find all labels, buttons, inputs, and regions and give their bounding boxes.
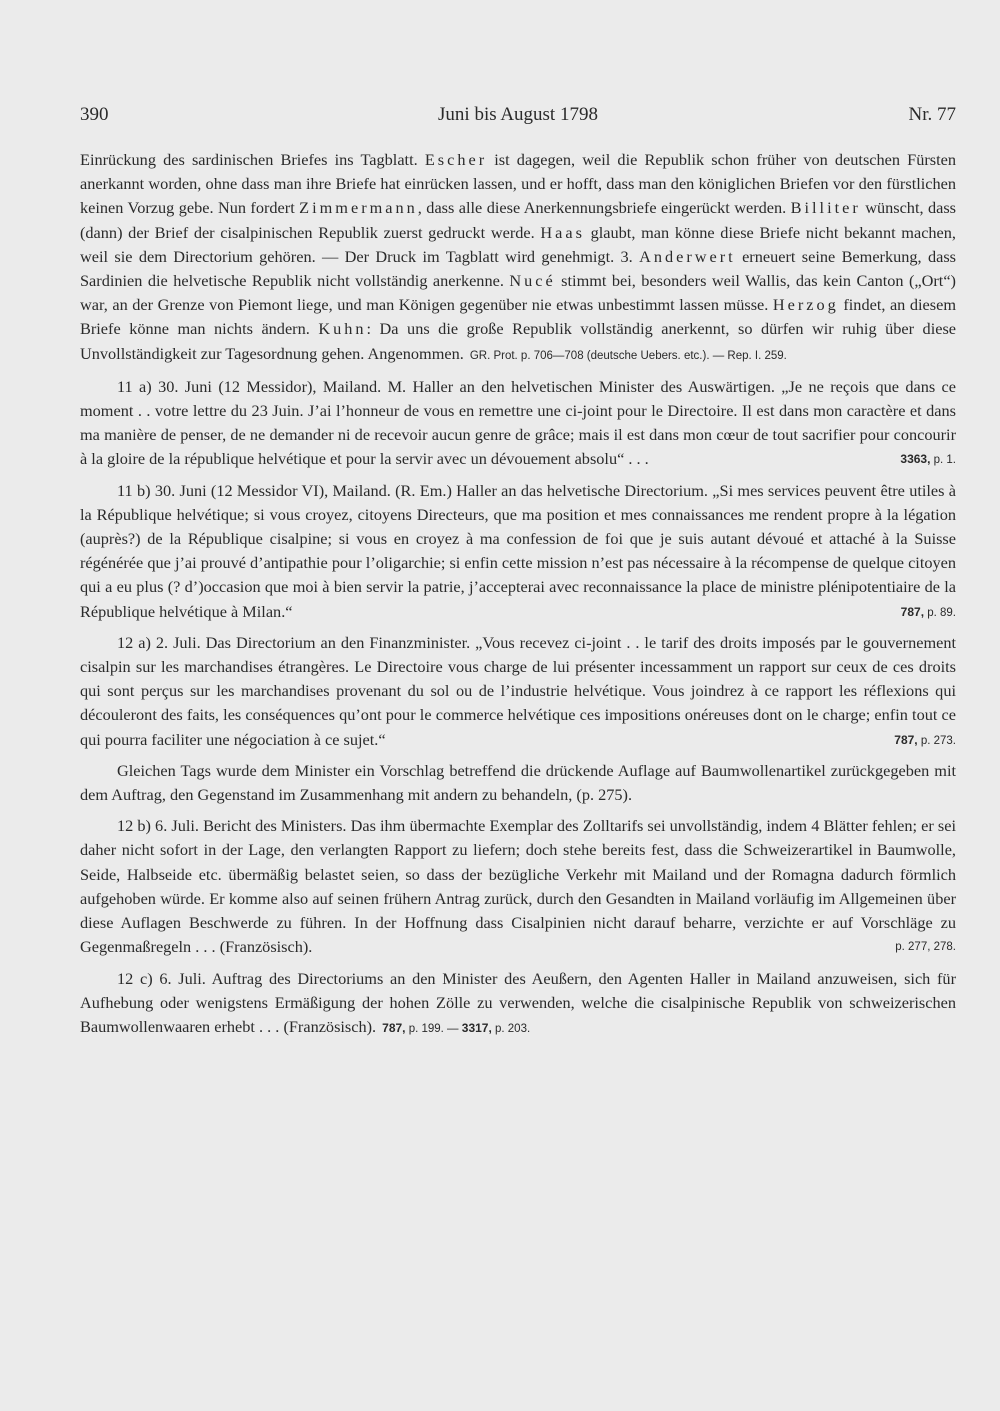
text-run: stimmt bei, besonders weil Wallis, das kein Canton („Ort“) war, an der Grenze von Piemont liege, und man Königen gegenüber nie etwas unbestimmt lassen müsse. <box>80 271 956 315</box>
speaker-name: Escher <box>424 150 488 169</box>
speaker-name: Anderwert <box>639 246 736 266</box>
ref-number: 787, <box>894 732 918 747</box>
ref-page: p. 89. <box>924 606 956 619</box>
page-number: 390 <box>80 104 109 125</box>
text-run: findet, an diesem Briefe könne man nichts ändern. <box>80 295 956 339</box>
text-run: , dass alle diese Anerkennungsbriefe eingerückt werden. <box>417 198 791 218</box>
ref-number: 787, <box>382 1020 406 1035</box>
source-reference: GR. Prot. p. 706—708 (deutsche Uebers. etc.). — Rep. I. 259. <box>469 349 787 362</box>
entry-text: 12 c) 6. Juli. Auftrag des Directoriums an den Minister des Aeußern, den Agenten Haller in Mailand anzuweisen, sich für Aufhebung oder wenigstens Ermäßigung der hohen Zölle zu verwenden, welche die cisalpinische Republik von schweizerischen Baumwollenwaaren erhebt . . . (Französisch). <box>80 968 956 1036</box>
entry-text: Gleichen Tags wurde dem Minister ein Vorschlag betreffend die drückende Auflage auf Baumwollenartikel zurückgegeben mit dem Auftrag, den Gegenstand im Zusammenhang mit andern zu behandeln, (p. 275). <box>80 760 956 805</box>
ref-number: 3317, <box>461 1020 492 1035</box>
ref-number: 787, <box>900 604 925 619</box>
entry-12b <box>80 814 956 959</box>
ref-page: p. 203. <box>491 1022 531 1035</box>
entry-12a <box>80 631 956 752</box>
entry-text: 11 b) 30. Juni (12 Messidor VI), Mailand. (R. Em.) Haller an das helvetische Directorium. „Si mes services peuvent être utiles à la République helvétique; si vous croyez, citoyens Directeurs, que ma position et mes connaissances me rendent propre à la légation (auprès?) de la République cisalpine; si vous en croyez à ma confession de foi que je suis autant dévoué et attaché à la Suisse régénérée que j’ai prouvé d’antipathie pour l’oligarchie; si enfin cette mission n’est pas nécessaire à la récompense de quelque citoyen qui a eu plus (? d’)occasion que moi à bien servir la patrie, j’accepterai avec reconnaissance la place de ministre plénipotentiaire de la République helvétique à Milan.“ <box>80 480 956 621</box>
speaker-name: Nucé <box>509 271 556 291</box>
source-reference <box>382 1020 531 1035</box>
running-title: Juni bis August 1798 <box>438 104 598 125</box>
text-run: wünscht, dass (dann) der Brief der cisalpinischen Republik zuerst gedruckt werde. <box>80 198 957 242</box>
speaker-name: Kuhn <box>318 319 367 339</box>
entry-text: 11 a) 30. Juni (12 Messidor), Mailand. M. Haller an den helvetischen Minister des Auswärtigen. „Je ne reçois que dans ce moment . . votre lettre du 23 Juin. J’ai l’honneur de vous en remettre une ci-joint pour le Directoire. Il est dans mon caractère et dans ma manière de penser, de ne demander ni de recevoir aucun genre de grâce; mais il est dans mon cœur de tout sacrifier pour concourir à la gloire de la république helvétique et pour la servir avec un dévouement absolu“ . . . <box>80 376 956 469</box>
ref-page: p. 1. <box>930 454 956 467</box>
entry-11a <box>80 375 956 472</box>
speaker-name: Haas <box>540 222 585 242</box>
source-reference <box>857 728 956 753</box>
speaker-name: Zimmermann <box>299 198 418 218</box>
paragraph-continuation <box>80 148 956 368</box>
text-run: glaubt, man könne diese Briefe nicht bekannt machen, weil sie dem Directorium gehören. — Der Druck im Tagblatt wird genehmigt. 3. <box>80 222 956 266</box>
ref-page: p. 273. <box>917 734 956 747</box>
source-reference <box>864 600 956 625</box>
source-reference: p. 277, 278. <box>895 941 956 954</box>
source-reference <box>863 447 956 472</box>
text-run: erneuert seine Bemerkung, dass Sardinien die helvetische Republik nicht vollständig anerkenne. <box>80 246 956 291</box>
page-body <box>80 148 956 1041</box>
document-number: Nr. 77 <box>908 104 956 125</box>
text-run: : Da uns die große Republik vollständig anerkennt, so dürfen wir ruhig über diese Unvollständigkeit zur Tagesordnung gehen. Angenommen. <box>80 319 957 363</box>
paragraph-gleichen-tags <box>80 759 956 807</box>
entry-text: 12 b) 6. Juli. Bericht des Ministers. Das ihm übermachte Exemplar des Zolltarifs sei unvollständig, indem 4 Blätter fehlen; er sei daher nicht sofort in der Lage, den verlangten Rapport zu liefern; doch stehe bereits fest, dass die Schweizerartikel in Baumwolle, Seide, Halbseide etc. übermäßig belastet seien, so dass der bezügliche Verkehr mit Mailand und der Romagna dadurch förmlich aufgehoben würde. Er komme also auf seinen frühern Antrag zurück, durch den Gesandten in Mailand vorläufig im Allgemeinen über diese Auflagen Beschwerde zu führen. In der Hoffnung dass Cisalpinien nicht darauf beharre, verzichte er auf Vorschläge zu Gegenmaßregeln . . . (Französisch). <box>80 816 956 957</box>
entry-12c <box>80 967 956 1042</box>
speaker-name: Billiter <box>790 198 861 218</box>
text-run: Einrückung des sardinischen Briefes ins Tagblatt. <box>80 150 425 169</box>
entry-11b <box>80 479 956 624</box>
ref-page: p. 199. — <box>405 1022 462 1035</box>
ref-number: 3363, <box>900 452 931 467</box>
running-header <box>80 104 956 134</box>
text-run: ist dagegen, weil die Republik schon früher von deutschen Fürsten anerkannt worden, ohne dass man ihre Briefe hat einrücken lassen, und er hofft, dass man den königlichen Briefen vor den fürstlichen keinen Vorzug gebe. Nun fordert <box>80 150 957 218</box>
entry-text: 12 a) 2. Juli. Das Directorium an den Finanzminister. „Vous recevez ci-joint . . le tarif des droits imposés par le gouvernement cisalpin sur les marchandises étrangères. Le Directoire vous charge de lui présenter incessamment un rapport sur ceux de ces droits qui sont perçus sur les marchandises provenant du sol ou de l’industrie helvétique. Vous joindrez à ce rapport les réflexions qui découleront des faits, les conséquences qu’ont pour le commerce helvétique ces impositions onéreuses dont on le charge; enfin tout ce qui pourra faciliter une négociation à ce sujet.“ <box>80 632 956 749</box>
speaker-name: Herzog <box>772 295 839 315</box>
